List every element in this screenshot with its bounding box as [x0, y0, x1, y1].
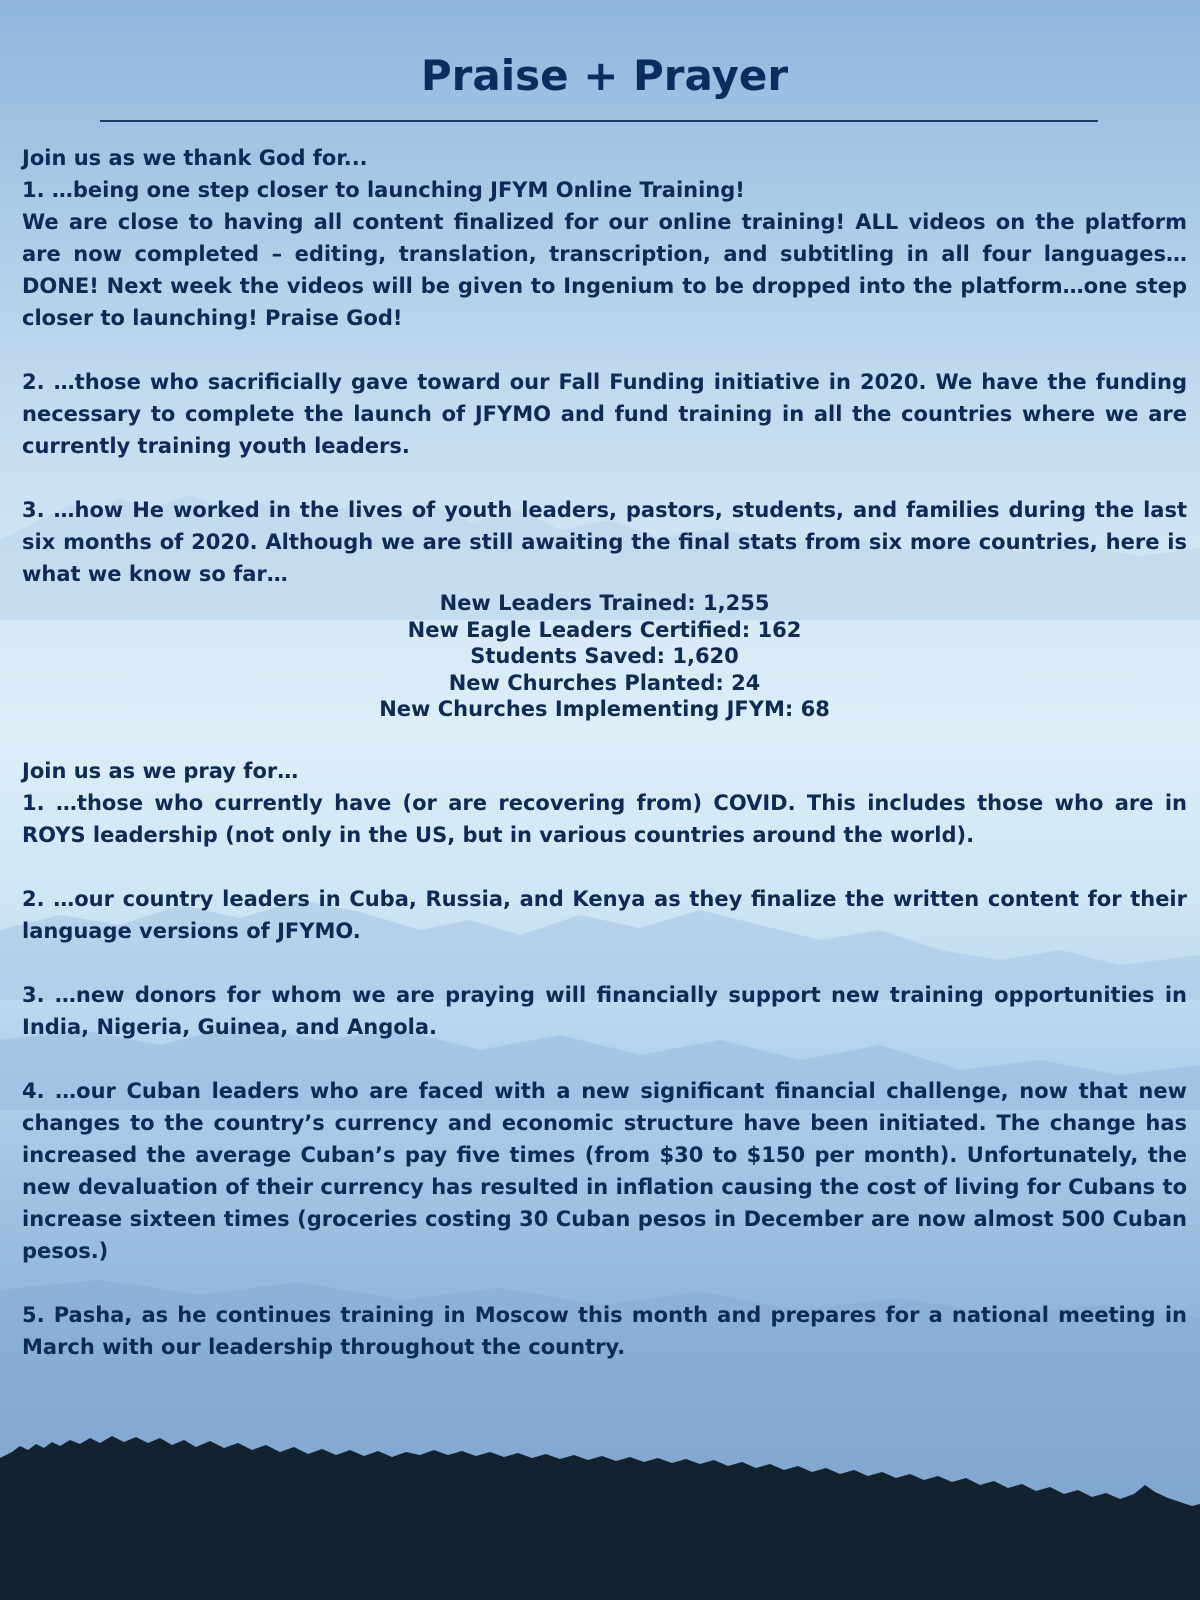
stat-new-eagle-leaders-certified: New Eagle Leaders Certified: 162 — [407, 617, 802, 642]
spacer — [22, 851, 1187, 883]
prayer-item-1: 1. …those who currently have (or are recovering from) COVID. This includes those who are in ROYS leadership (not only in the US, but in various countries around the world). — [22, 790, 1187, 847]
stat-new-churches-implementing: New Churches Implementing JFYM: 68 — [379, 697, 830, 721]
praise-section — [22, 142, 1187, 723]
spacer — [22, 947, 1187, 979]
prayer-item-4: 4. …our Cuban leaders who are faced with a new significant financial challenge, now that new changes to the country’s currency and economic structure have been initiated. The change has increased the average Cuban’s pay five times (from $30 to $150 per month). Unfortunately, the new devaluation of their currency has resulted in inflation causing the cost of living for Cubans to increase sixteen times (groceries costing 30 Cuban pesos in December are now almost 500 Cuban pesos.) — [22, 1078, 1187, 1263]
praise-item-1-title: 1. …being one step closer to launching JFYM Online Training! — [22, 178, 745, 202]
spacer — [22, 462, 1187, 494]
stat-students-saved: Students Saved: 1,620 — [470, 644, 739, 668]
title-divider — [100, 120, 1098, 122]
praise-item-3: 3. …how He worked in the lives of youth leaders, pastors, students, and families during the last six months of 2020. Although we are still awaiting the final stats from six more countries, here is what we know so far… — [22, 498, 1187, 586]
forest-silhouette — [0, 1436, 1200, 1600]
spacer — [22, 723, 1187, 755]
praise-item-2: 2. …those who sacrificially gave toward our Fall Funding initiative in 2020. We have the funding necessary to complete the launch of JFYMO and fund training in all the countries where we are currently training youth leaders. — [22, 370, 1187, 458]
page-title: Praise + Prayer — [420, 51, 789, 100]
stat-new-churches-planted: New Churches Planted: 24 — [448, 670, 761, 695]
spacer — [22, 334, 1187, 366]
prayer-item-5: 5. Pasha, as he continues training in Moscow this month and prepares for a national meeting in March with our leadership throughout the country. — [22, 1302, 1187, 1359]
prayer-item-3: 3. …new donors for whom we are praying will financially support new training opportunities in India, Nigeria, Guinea, and Angola. — [22, 982, 1187, 1039]
prayer-item-2: 2. …our country leaders in Cuba, Russia, and Kenya as they finalize the written content for their language versions of JFYMO. — [22, 886, 1187, 943]
prayer-section — [22, 755, 1187, 1363]
praise-item-1-body: We are close to having all content finalized for our online training! ALL videos on the platform are now completed – editing, translation, transcription, and subtitling in all four languages…DONE! Next week the videos will be given to Ingenium to be dropped into the platform…one step closer to launching! Praise God! — [22, 210, 1187, 330]
spacer — [22, 1267, 1187, 1299]
content-area — [22, 48, 1187, 1363]
stat-new-leaders-trained: New Leaders Trained: 1,255 — [439, 591, 770, 615]
prayer-heading: Join us as we pray for… — [22, 758, 299, 783]
praise-heading: Join us as we thank God for... — [22, 146, 368, 170]
spacer — [22, 1043, 1187, 1075]
stats-list — [22, 590, 1187, 723]
